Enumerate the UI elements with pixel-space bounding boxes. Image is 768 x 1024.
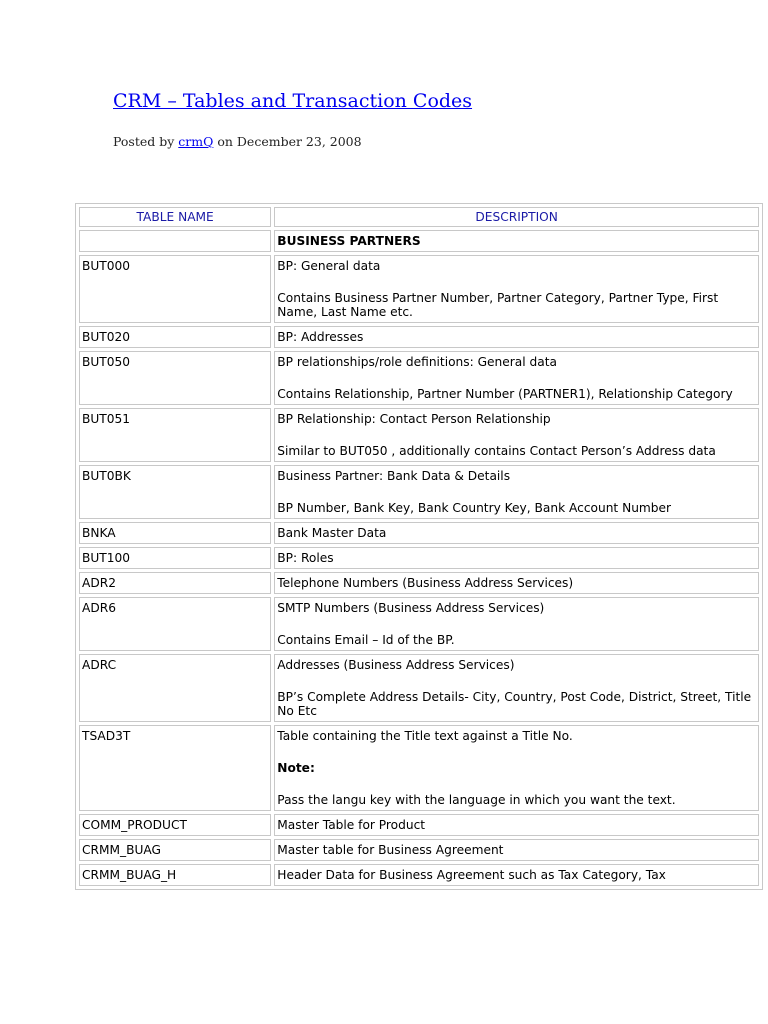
post-byline <box>113 134 362 149</box>
description-cell <box>274 814 759 836</box>
table-row <box>79 572 759 594</box>
column-header-description: DESCRIPTION <box>274 207 759 227</box>
description-cell <box>274 547 759 569</box>
table-name-cell: BNKA <box>79 522 271 544</box>
table-name-cell: BUT051 <box>79 408 271 462</box>
table-header-row <box>79 207 759 227</box>
description-paragraph: Telephone Numbers (Business Address Services) <box>277 576 574 590</box>
description-paragraph: Contains Business Partner Number, Partner Category, Partner Type, First Name, Last Name etc. <box>277 291 719 319</box>
description-cell <box>274 255 759 323</box>
table-name-cell: BUT050 <box>79 351 271 405</box>
description-paragraph: BP: General data <box>277 259 381 273</box>
column-header-table-name: TABLE NAME <box>79 207 271 227</box>
description-paragraph: BP’s Complete Address Details- City, Country, Post Code, District, Street, Title No Etc <box>277 690 752 718</box>
post-title-link[interactable]: CRM – Tables and Transaction Codes <box>113 90 473 112</box>
description-paragraph: Header Data for Business Agreement such as Tax Category, Tax <box>277 868 666 882</box>
description-paragraph: Note: <box>277 761 315 775</box>
description-cell <box>274 408 759 462</box>
table-row <box>79 547 759 569</box>
section-row <box>79 230 759 252</box>
table-name-cell: BUT100 <box>79 547 271 569</box>
table-name-cell: BUT020 <box>79 326 271 348</box>
description-cell <box>274 654 759 722</box>
table-name-cell: ADRC <box>79 654 271 722</box>
table-row <box>79 408 759 462</box>
description-paragraph: SMTP Numbers (Business Address Services) <box>277 601 545 615</box>
description-paragraph: BP Relationship: Contact Person Relationship <box>277 412 551 426</box>
table-row <box>79 255 759 323</box>
table-name-cell: CRMM_BUAG <box>79 839 271 861</box>
description-paragraph: BP: Roles <box>277 551 334 565</box>
description-paragraph: Master Table for Product <box>277 818 426 832</box>
table-row <box>79 522 759 544</box>
table-row <box>79 864 759 886</box>
table-name-cell: CRMM_BUAG_H <box>79 864 271 886</box>
description-paragraph: Table containing the Title text against a Title No. <box>277 729 573 743</box>
description-cell <box>274 465 759 519</box>
description-paragraph: Contains Relationship, Partner Number (PARTNER1), Relationship Category <box>277 387 733 401</box>
description-cell <box>274 597 759 651</box>
description-cell <box>274 572 759 594</box>
description-cell <box>274 725 759 811</box>
table-name-cell: TSAD3T <box>79 725 271 811</box>
description-cell <box>274 351 759 405</box>
table-name-cell: BUT000 <box>79 255 271 323</box>
author-link[interactable]: crmQ <box>178 134 214 149</box>
description-paragraph: Similar to BUT050 , additionally contains Contact Person’s Address data <box>277 444 716 458</box>
table-name-cell: BUT0BK <box>79 465 271 519</box>
table-name-cell: ADR6 <box>79 597 271 651</box>
table-row <box>79 597 759 651</box>
description-paragraph: Addresses (Business Address Services) <box>277 658 515 672</box>
description-paragraph: Contains Email – Id of the BP. <box>277 633 455 647</box>
description-paragraph: Business Partner: Bank Data & Details <box>277 469 511 483</box>
description-paragraph: BP relationships/role definitions: General data <box>277 355 557 369</box>
crm-tables-table <box>75 203 763 890</box>
description-cell <box>274 839 759 861</box>
table-name-cell: ADR2 <box>79 572 271 594</box>
description-cell <box>274 864 759 886</box>
description-paragraph: BP Number, Bank Key, Bank Country Key, Bank Account Number <box>277 501 672 515</box>
table-name-cell: COMM_PRODUCT <box>79 814 271 836</box>
table-row <box>79 725 759 811</box>
description-paragraph: Bank Master Data <box>277 526 387 540</box>
section-name-cell <box>79 230 271 252</box>
description-cell <box>274 522 759 544</box>
description-paragraph: Pass the langu key with the language in which you want the text. <box>277 793 676 807</box>
table-row <box>79 465 759 519</box>
table-row <box>79 839 759 861</box>
posted-by-label: Posted by <box>113 134 175 149</box>
section-label: BUSINESS PARTNERS <box>274 230 759 252</box>
table-row <box>79 326 759 348</box>
table-row <box>79 351 759 405</box>
description-paragraph: BP: Addresses <box>277 330 364 344</box>
table-row <box>79 654 759 722</box>
description-cell <box>274 326 759 348</box>
description-paragraph: Master table for Business Agreement <box>277 843 504 857</box>
table-row <box>79 814 759 836</box>
post-date: on December 23, 2008 <box>217 134 362 149</box>
